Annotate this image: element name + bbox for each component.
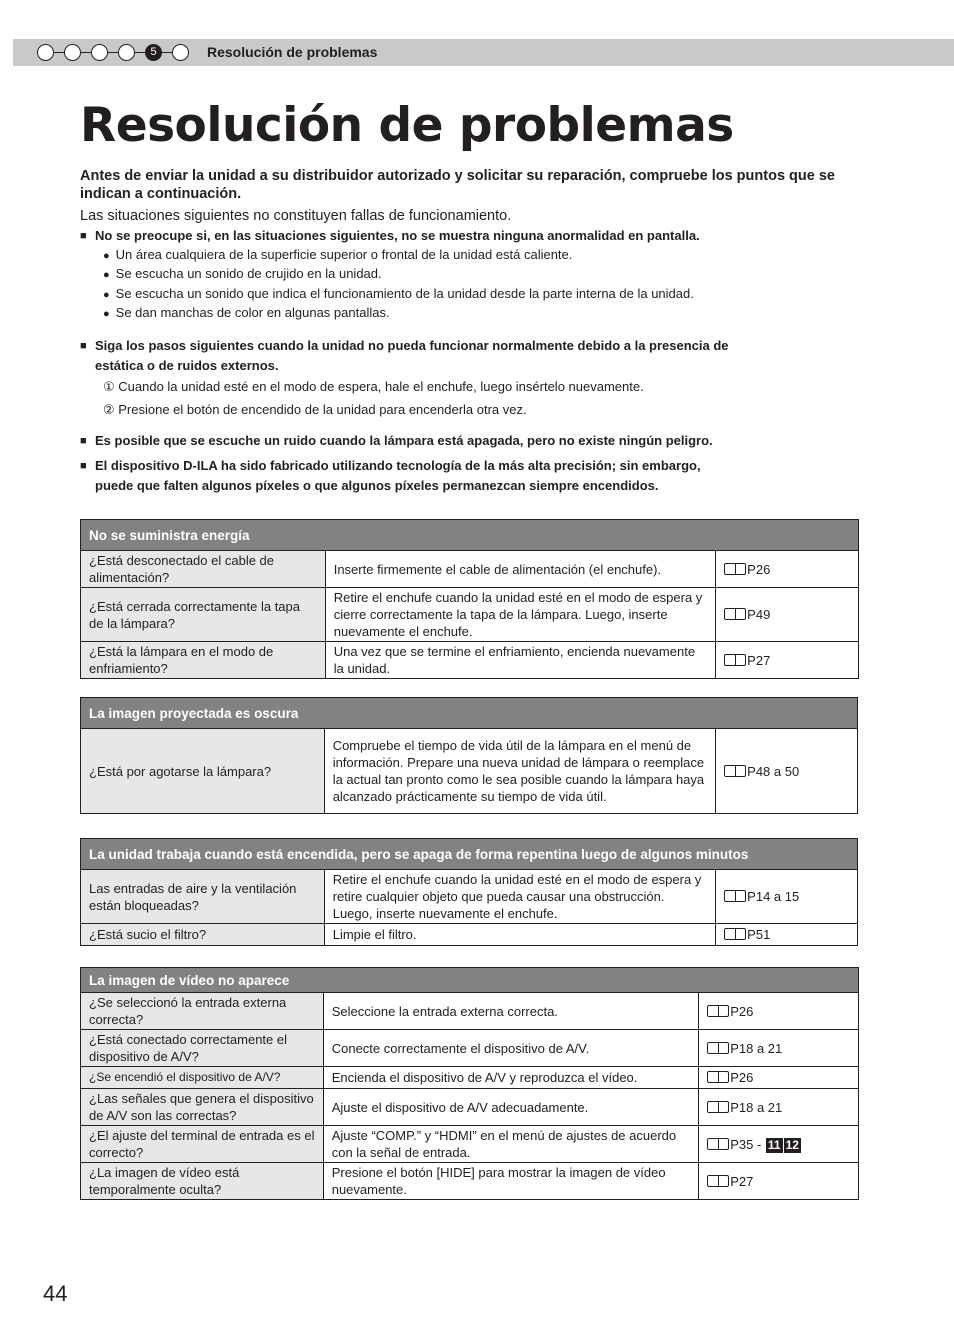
chapter-circle (64, 44, 81, 61)
solution-cell: Ajuste el dispositivo de A/V adecuadamente. (323, 1089, 698, 1126)
step-item: ② Presione el botón de encendido de la unidad para encenderla otra vez. (103, 402, 527, 417)
table-row (81, 1030, 859, 1067)
table-header: La unidad trabaja cuando está encendida, pero se apaga de forma repentina luego de algunos minutos (81, 839, 858, 870)
table-row (81, 1067, 859, 1089)
question-cell: ¿La imagen de vídeo está temporalmente oculta? (81, 1163, 324, 1200)
table-row (81, 924, 858, 946)
question-cell: ¿Está por agotarse la lámpara? (81, 729, 325, 814)
book-icon (707, 1042, 729, 1054)
table-header: No se suministra energía (81, 520, 859, 551)
solution-cell: Seleccione la entrada externa correcta. (323, 993, 698, 1030)
solution-cell: Retire el enchufe cuando la unidad esté en el modo de espera y retire cualquier objeto que pueda causar una obstrucción. Luego, inserte nuevamente el enchufe. (324, 870, 715, 924)
page-tag: 12 (785, 1137, 799, 1152)
solution-cell: Inserte firmemente el cable de alimentación (el enchufe). (325, 551, 715, 588)
reference-cell: P26 (716, 551, 859, 588)
table-row (81, 993, 859, 1030)
question-cell: ¿Las señales que genera el dispositivo de A/V son las correctas? (81, 1089, 324, 1126)
bullet-item: ● Un área cualquiera de la superficie superior o frontal de la unidad está caliente. (103, 247, 572, 262)
reference-cell: P27 (716, 642, 859, 679)
solution-cell: Compruebe el tiempo de vida útil de la lámpara en el menú de información. Prepare una nueva unidad de lámpara o reemplace la actual tan pronto como le sea posible cuando la lámpara haya alcanzado prácticamente su tiempo de vida útil. (324, 729, 715, 814)
solution-cell: Retire el enchufe cuando la unidad esté en el modo de espera y cierre correctamente la tapa de la lámpara. Luego, inserte nuevamente el enchufe. (325, 588, 715, 642)
book-icon (707, 1101, 729, 1113)
reference-cell: P48 a 50 (716, 729, 858, 814)
book-icon (724, 928, 746, 940)
chapter-circle (118, 44, 135, 61)
reference-cell: P49 (716, 588, 859, 642)
solution-cell: Encienda el dispositivo de A/V y reproduzca el vídeo. (323, 1067, 698, 1089)
chapter-progress (37, 43, 189, 62)
book-icon (724, 765, 746, 777)
question-cell: ¿El ajuste del terminal de entrada es el correcto? (81, 1126, 324, 1163)
table-row (81, 551, 859, 588)
note-lamp-noise: ■ Es posible que se escuche un ruido cuando la lámpara está apagada, pero no existe ningún peligro. (80, 431, 713, 451)
table-row (81, 642, 859, 679)
question-cell: Las entradas de aire y la ventilación están bloqueadas? (81, 870, 325, 924)
note-no-abnormality: ■ No se preocupe si, en las situaciones siguientes, no se muestra ninguna anormalidad en pantalla. (80, 226, 700, 246)
book-icon (707, 1175, 729, 1187)
solution-cell: Limpie el filtro. (324, 924, 715, 946)
book-icon (707, 1138, 729, 1150)
book-icon (724, 563, 746, 575)
bullet-item: ● Se dan manchas de color en algunas pantallas. (103, 305, 390, 320)
solution-cell: Conecte correctamente el dispositivo de A/V. (323, 1030, 698, 1067)
note-static-noise: ■ Siga los pasos siguientes cuando la unidad no pueda funcionar normalmente debido a la presencia de estática o de ruidos externos. (80, 336, 729, 376)
question-cell: ¿Está desconectado el cable de alimentación? (81, 551, 326, 588)
table-row (81, 870, 858, 924)
note-dila-pixels: ■ El dispositivo D-ILA ha sido fabricado utilizando tecnología de la más alta precisión; sin embargo, puede que falten algunos píxeles o que algunos píxeles permanezcan siempre encendidos. (80, 456, 701, 496)
reference-cell: P35 - 11 12 (699, 1126, 859, 1163)
table-header: La imagen proyectada es oscura (81, 698, 858, 729)
book-icon (707, 1005, 729, 1017)
troubleshoot-table-shutdown (80, 838, 858, 946)
intro-normal: Las situaciones siguientes no constituyen fallas de funcionamiento. (80, 208, 512, 224)
troubleshoot-table-dark-image (80, 697, 858, 814)
solution-cell: Presione el botón [HIDE] para mostrar la imagen de vídeo nuevamente. (323, 1163, 698, 1200)
question-cell: ¿Se seleccionó la entrada externa correcta? (81, 993, 324, 1030)
solution-cell: Una vez que se termine el enfriamiento, encienda nuevamente la unidad. (325, 642, 715, 679)
reference-cell: P51 (716, 924, 858, 946)
question-cell: ¿Está la lámpara en el modo de enfriamiento? (81, 642, 326, 679)
chapter-circle-active: 5 (145, 44, 162, 61)
book-icon (724, 890, 746, 902)
book-icon (724, 654, 746, 666)
chapter-circle (37, 44, 54, 61)
table-header: La imagen de vídeo no aparece (81, 968, 859, 993)
intro-bold: Antes de enviar la unidad a su distribuidor autorizado y solicitar su reparación, compruebe los puntos que se indican a continuación. (80, 168, 835, 202)
bullet-item: ● Se escucha un sonido de crujido en la unidad. (103, 266, 382, 281)
reference-cell: P14 a 15 (716, 870, 858, 924)
page-tag: 11 (767, 1137, 781, 1152)
table-row (81, 1163, 859, 1200)
reference-cell: P27 (699, 1163, 859, 1200)
breadcrumb: Resolución de problemas (207, 44, 378, 60)
table-row (81, 1089, 859, 1126)
reference-cell: P18 a 21 (699, 1089, 859, 1126)
chapter-bar (13, 39, 954, 66)
step-item: ① Cuando la unidad esté en el modo de espera, hale el enchufe, luego insértelo nuevamente. (103, 379, 644, 394)
solution-cell: Ajuste “COMP.” y “HDMI” en el menú de ajustes de acuerdo con la señal de entrada. (323, 1126, 698, 1163)
question-cell: ¿Está conectado correctamente el dispositivo de A/V? (81, 1030, 324, 1067)
reference-cell: P26 (699, 1067, 859, 1089)
question-cell: ¿Está sucio el filtro? (81, 924, 325, 946)
reference-cell: P18 a 21 (699, 1030, 859, 1067)
troubleshoot-table-no-video (80, 967, 859, 1200)
chapter-circle (172, 44, 189, 61)
table-row (81, 588, 859, 642)
table-row (81, 729, 858, 814)
bullet-item: ● Se escucha un sonido que indica el funcionamiento de la unidad desde la parte interna de la unidad. (103, 286, 694, 301)
question-cell: ¿Se encendió el dispositivo de A/V? (81, 1067, 324, 1089)
troubleshoot-table-power (80, 519, 859, 679)
question-cell: ¿Está cerrada correctamente la tapa de la lámpara? (81, 588, 326, 642)
table-row (81, 1126, 859, 1163)
page-number: 44 (43, 1281, 68, 1306)
page-title: Resolución de problemas (80, 98, 734, 153)
reference-cell: P26 (699, 993, 859, 1030)
book-icon (724, 608, 746, 620)
chapter-circle (91, 44, 108, 61)
book-icon (707, 1071, 729, 1083)
